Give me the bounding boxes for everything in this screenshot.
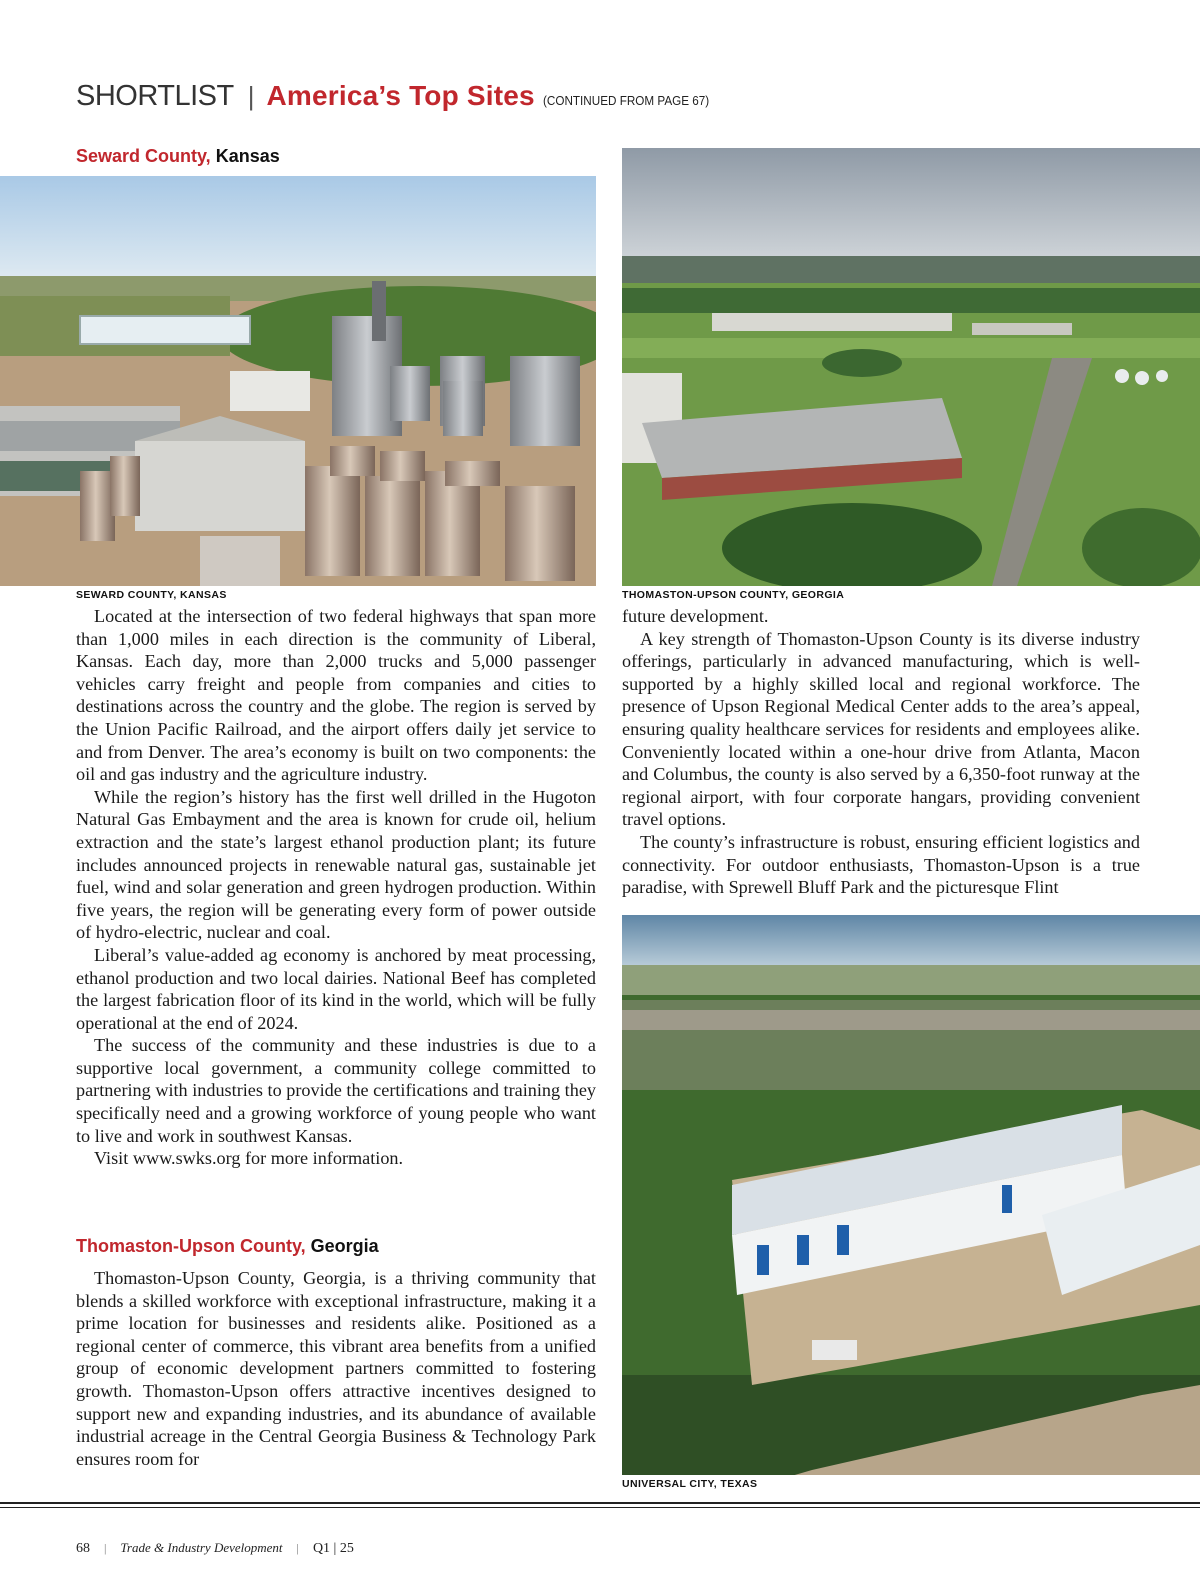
thomaston-paragraph-2: A key strength of Thomaston-Upson County is its diverse industry offerings, particularly in advanced manufacturing, which is well-supported by a highly skilled local and regional workforce. The presence of Upson Regional Medical Center adds to the area’s appeal, ensuring quality healthcare services for residents and employees alike. Conveniently located within a one-hour drive from Atlanta, Macon and Columbus, the county is also served by a 6,350-foot runway at the regional airport, with four corporate hangars, providing convenient travel options. xyxy=(622,628,1140,830)
thomaston-paragraph-1: Thomaston-Upson County, Georgia, is a thriving community that blends a skilled workforce with exceptional infrastructure, making it a prime location for businesses and residents alike. Positioned as a regional center of commerce, this vibrant area benefits from a unified group of economic development partners committed to fostering growth. Thomaston-Upson offers attractive incentives designed to support new and expanding industries, and its abundance of available industrial acreage in the Central Georgia Business & Technology Park ensures room for xyxy=(76,1268,596,1469)
thomaston-article-body-right xyxy=(622,605,1140,899)
seward-county-name: Seward County, xyxy=(76,146,211,166)
universal-city-photo-caption: UNIVERSAL CITY, TEXAS xyxy=(622,1478,758,1490)
continued-note: (CONTINUED FROM PAGE 67) xyxy=(542,93,710,108)
footer-separator: | xyxy=(104,1541,107,1555)
universal-city-photo xyxy=(622,915,1200,1475)
seward-article-body xyxy=(76,605,596,1170)
seward-paragraph-2: While the region’s history has the first well drilled in the Hugoton Natural Gas Embayment and the area is known for crude oil, helium extraction and the state’s largest ethanol production plant; its future includes announced projects in renewable natural gas, sustainable jet fuel, wind and solar generation and green hydrogen production. Within five years, the region will be generating every form of power outside of hydro-electric, nuclear and coal. xyxy=(76,786,596,943)
page-footer xyxy=(76,1540,354,1557)
seward-subhead xyxy=(76,146,280,167)
thomaston-state-name: Georgia xyxy=(310,1236,379,1256)
publication-name: Trade & Industry Development xyxy=(120,1540,283,1555)
thomaston-photo-caption: THOMASTON-UPSON COUNTY, GEORGIA xyxy=(622,589,845,601)
seward-paragraph-1: Located at the intersection of two federal highways that span more than 1,000 miles in each direction is the community of Liberal, Kansas. Each day, more than 2,000 trucks and 5,000 passenger vehicles carry freight and people from companies and cities to destinations across the country and the globe. The region is served by the Union Pacific Railroad, and the airport offers daily jet service to and from Denver. The area’s economy is built on two components: the oil and gas industry and the agriculture industry. xyxy=(76,606,596,785)
issue-label: Q1 | 25 xyxy=(312,1541,354,1556)
thomaston-photo xyxy=(622,148,1200,586)
seward-paragraph-3: Liberal’s value-added ag economy is anchored by meat processing, ethanol production and two local dairies. National Beef has completed the largest fabrication floor of its kind in the world, which will be fully operational at the end of 2024. xyxy=(76,944,596,1033)
thomaston-county-name: Thomaston-Upson County, xyxy=(76,1236,306,1256)
thomaston-paragraph-3: The county’s infrastructure is robust, ensuring efficient logistics and connectivity. For outdoor enthusiasts, Thomaston-Upson is a true paradise, with Sprewell Bluff Park and the picturesque Flint xyxy=(622,831,1140,898)
thomaston-continuation: future development. xyxy=(622,606,769,626)
thomaston-article-body-left xyxy=(76,1267,596,1470)
page-number: 68 xyxy=(76,1541,90,1556)
seward-photo-caption: SEWARD COUNTY, KANSAS xyxy=(76,589,227,601)
thomaston-subhead xyxy=(76,1236,379,1257)
footer-rule xyxy=(0,1502,1200,1504)
seward-photo xyxy=(0,176,596,586)
seward-state-name: Kansas xyxy=(215,146,280,166)
footer-separator-2: | xyxy=(296,1541,299,1555)
page-title: America’s Top Sites xyxy=(266,80,535,111)
seward-paragraph-4: The success of the community and these industries is due to a supportive local government, a community college committed to partnering with industries to provide the certifications and training they specifically need and a growing workforce of young people who want to live and work in southwest Kansas. xyxy=(76,1035,596,1146)
footer-rule-thin xyxy=(0,1507,1200,1508)
header-separator: | xyxy=(247,81,255,111)
section-label: SHORTLIST xyxy=(76,80,234,112)
page-header xyxy=(76,80,728,116)
seward-paragraph-5: Visit www.swks.org for more information. xyxy=(94,1148,404,1169)
